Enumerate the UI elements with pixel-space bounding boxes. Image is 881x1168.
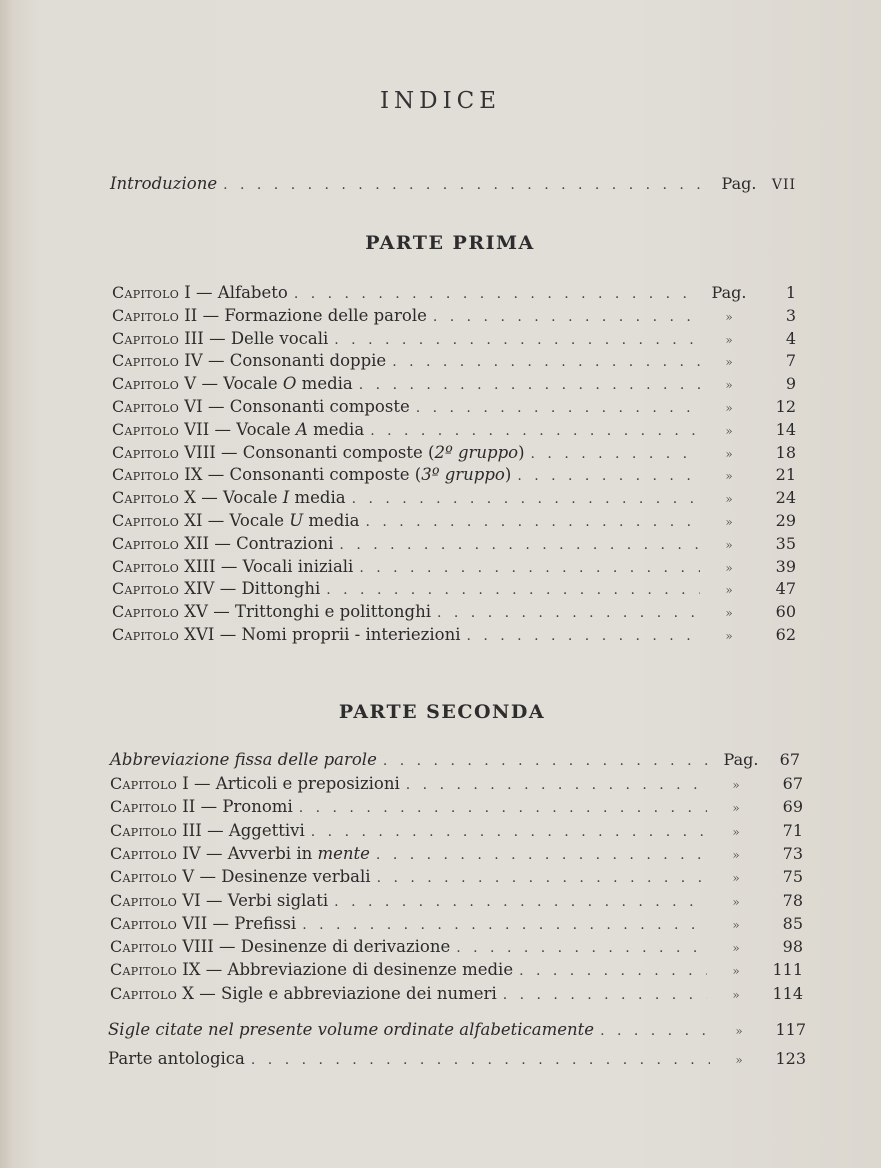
toc-chapter-row [112, 329, 796, 350]
chapter-word: Capitolo [112, 556, 180, 576]
chapter-title-end: media [307, 419, 365, 439]
page-number: 85 [782, 913, 803, 933]
chapter-word: Capitolo [110, 937, 178, 957]
ditto-mark: » [725, 469, 733, 484]
page-number: 47 [775, 579, 796, 599]
page-number: 3 [785, 305, 796, 325]
dot-leader [410, 398, 700, 418]
page-number: 35 [775, 533, 796, 553]
chapter-title: Verbi siglati [227, 890, 329, 910]
chapter-title: Pronomi [222, 797, 293, 817]
em-dash: — [207, 511, 225, 530]
toc-chapter-row [110, 960, 803, 981]
dot-leader [320, 580, 700, 600]
page-marker: Pag. [723, 750, 759, 769]
page-number: 29 [775, 511, 796, 530]
chapter-word: Capitolo [112, 305, 180, 325]
dot-leader [370, 845, 707, 865]
chapter-title: Avverbi in [227, 843, 318, 863]
page-number: 1 [785, 283, 796, 302]
chapter-title: Sigle e abbreviazione dei numeri [221, 983, 497, 1003]
toc-chapter-row [110, 821, 803, 842]
chapter-title: Prefissi [234, 913, 297, 933]
em-dash: — [205, 890, 223, 910]
page-number: 98 [782, 937, 803, 957]
dot-leader [346, 489, 700, 509]
ditto-mark: » [725, 560, 733, 575]
chapter-word: Capitolo [110, 867, 178, 887]
part-heading-seconda: PARTE SECONDA [338, 701, 546, 723]
dot-leader [328, 892, 707, 912]
ditto-mark: » [735, 1053, 743, 1067]
toc-chapter-row [112, 488, 796, 509]
chapter-number: XVI [184, 625, 215, 644]
dot-leader [359, 512, 700, 532]
em-dash: — [199, 867, 216, 887]
ditto-mark: » [725, 423, 733, 438]
chapter-title-italic: 3º gruppo [421, 465, 505, 485]
chapter-number: V [184, 374, 197, 394]
dot-leader [431, 603, 700, 623]
dot-leader [245, 1050, 710, 1070]
ditto-mark: » [732, 941, 740, 956]
entry-label: Introduzione [110, 174, 218, 193]
chapter-title: Consonanti composte ( [229, 465, 422, 485]
toc-chapter-row [112, 534, 796, 555]
page-number: 67 [779, 750, 800, 769]
chapter-number: XV [184, 602, 208, 622]
em-dash: — [194, 774, 211, 793]
em-dash: — [201, 488, 218, 508]
page-marker: Pag. [711, 283, 747, 302]
chapter-word: Capitolo [112, 442, 180, 462]
chapter-word: Capitolo [110, 960, 178, 980]
chapter-word: Capitolo [110, 890, 178, 910]
dot-leader [513, 961, 707, 981]
chapter-number: III [184, 328, 204, 348]
dot-leader [377, 751, 712, 771]
dot-leader [328, 330, 700, 350]
chapter-number: VIII [184, 442, 216, 462]
chapter-number: I [184, 283, 191, 302]
page-number: 69 [782, 797, 803, 817]
chapter-title-end: media [303, 511, 360, 530]
ditto-mark: » [732, 824, 740, 839]
page-number: 4 [785, 328, 796, 348]
page-number: 9 [785, 374, 796, 394]
chapter-title-end: media [296, 374, 353, 394]
page-number: 71 [782, 820, 803, 840]
ditto-mark: » [725, 401, 733, 415]
chapter-title-end: ) [504, 465, 512, 485]
toc-chapter-row [112, 465, 796, 486]
chapter-title: Consonanti composte [229, 397, 410, 416]
em-dash: — [214, 419, 231, 439]
page-number: 7 [785, 351, 796, 371]
toc-entry-abbreviazione-fissa [110, 750, 800, 771]
chapter-title: Trittonghi e polittonghi [234, 602, 431, 622]
toc-chapter-row [110, 984, 803, 1005]
ditto-mark: » [725, 378, 733, 393]
chapter-number: XIII [184, 556, 216, 576]
ditto-mark: » [732, 987, 740, 1002]
chapter-word: Capitolo [112, 579, 180, 599]
page-number: 18 [775, 442, 796, 462]
chapter-number: V [182, 867, 195, 887]
chapter-title-end: media [289, 488, 346, 508]
ditto-mark: » [732, 894, 740, 909]
chapter-title: Alfabeto [217, 283, 288, 302]
dot-leader [371, 868, 707, 888]
em-dash: — [207, 397, 225, 416]
chapter-title: Aggettivi [228, 820, 305, 840]
chapter-title-italic: U [289, 511, 304, 530]
ditto-mark: » [725, 515, 733, 529]
chapter-title: Formazione delle parole [224, 305, 427, 325]
em-dash: — [207, 351, 225, 371]
chapter-number: IX [184, 465, 203, 485]
dot-leader [217, 175, 710, 195]
chapter-number: IV [182, 843, 201, 863]
page-number: VII [771, 177, 796, 193]
chapter-title-italic: 2º gruppo [434, 442, 519, 462]
page-number: 123 [775, 1049, 806, 1068]
ditto-mark: » [725, 446, 733, 461]
toc-chapter-row [112, 557, 796, 578]
toc-chapter-row [112, 283, 796, 304]
toc-chapter-row [110, 914, 803, 935]
chapter-title: Contrazioni [236, 533, 334, 553]
toc-chapter-row [112, 306, 796, 327]
toc-chapter-row [112, 397, 796, 418]
chapter-title: Articoli e preposizioni [215, 774, 400, 793]
page-title: INDICE [379, 88, 502, 114]
dot-leader [427, 307, 700, 327]
ditto-mark: » [725, 309, 733, 324]
chapter-title: Dittonghi [241, 579, 321, 599]
chapter-number: X [184, 488, 197, 508]
dot-leader [594, 1021, 710, 1041]
chapter-number: VI [184, 397, 203, 416]
dot-leader [333, 535, 700, 555]
ditto-mark: » [732, 801, 740, 816]
page-number: 114 [772, 983, 803, 1003]
toc-chapter-row [112, 351, 796, 372]
ditto-mark: » [735, 1024, 743, 1038]
page-number: 111 [772, 960, 803, 980]
dot-leader [296, 915, 707, 935]
em-dash: — [221, 442, 238, 462]
page-number: 21 [775, 465, 796, 485]
ditto-mark: » [725, 606, 733, 621]
ditto-mark: » [725, 355, 733, 370]
chapter-number: IV [184, 351, 203, 371]
toc-chapter-row [112, 374, 796, 395]
page-number: 24 [775, 488, 796, 508]
dot-leader [288, 284, 700, 304]
page-number: 67 [782, 774, 803, 793]
dot-leader [386, 352, 700, 372]
toc-chapter-row [110, 937, 803, 958]
chapter-word: Capitolo [110, 843, 178, 863]
toc-chapter-row [112, 420, 796, 441]
chapter-title: Consonanti composte ( [242, 442, 435, 462]
page-number: 117 [775, 1020, 806, 1039]
chapter-word: Capitolo [110, 983, 178, 1003]
chapter-word: Capitolo [112, 488, 180, 508]
em-dash: — [202, 305, 220, 325]
em-dash: — [219, 625, 237, 644]
em-dash: — [212, 913, 229, 933]
ditto-mark: » [732, 778, 740, 792]
page-marker: Pag. [721, 174, 757, 193]
ditto-mark: » [725, 537, 733, 552]
chapter-word: Capitolo [110, 820, 178, 840]
chapter-word: Capitolo [112, 328, 180, 348]
chapter-number: II [184, 305, 198, 325]
dot-leader [497, 985, 707, 1005]
ditto-mark: » [732, 871, 740, 886]
toc-chapter-row [110, 774, 803, 795]
chapter-number: XIV [184, 579, 215, 599]
chapter-title: Vocale [223, 374, 283, 394]
chapter-title: Desinenze di derivazione [240, 937, 451, 957]
toc-chapter-row [110, 867, 803, 888]
page-number: 14 [775, 419, 796, 439]
chapter-number: IX [182, 960, 201, 980]
em-dash: — [219, 579, 237, 599]
entry-label: Sigle citate nel presente volume ordinate alfabeticamente [108, 1020, 595, 1039]
page-number: 78 [782, 890, 803, 910]
entry-label: Parte antologica [108, 1049, 245, 1068]
page-number: 62 [775, 625, 796, 644]
chapter-number: XII [184, 533, 210, 553]
em-dash: — [200, 797, 218, 817]
chapter-title-italic: O [282, 374, 297, 394]
chapter-number: III [182, 820, 202, 840]
chapter-word: Capitolo [110, 797, 178, 817]
toc-entry-introduction [110, 174, 796, 195]
dot-leader [525, 444, 700, 464]
ditto-mark: » [725, 332, 733, 347]
em-dash: — [220, 556, 238, 576]
toc-chapter-row [112, 511, 796, 532]
page-number: 73 [782, 843, 803, 863]
dot-leader [511, 466, 700, 486]
chapter-number: X [182, 983, 195, 1003]
chapter-number: II [182, 797, 196, 817]
chapter-title: Abbreviazione di desinenze medie [227, 960, 514, 980]
page-number: 60 [775, 602, 796, 622]
chapter-word: Capitolo [112, 351, 180, 371]
dot-leader [450, 938, 707, 958]
chapter-number: VI [182, 890, 201, 910]
chapter-word: Capitolo [112, 465, 180, 485]
chapter-title-end: ) [518, 442, 525, 462]
em-dash: — [199, 983, 216, 1003]
chapter-title-italic: A [295, 419, 308, 439]
ditto-mark: » [725, 629, 733, 643]
page-number: 75 [782, 867, 803, 887]
dot-leader [305, 822, 707, 842]
toc-chapter-row [110, 844, 803, 865]
page-number: 39 [775, 556, 796, 576]
toc-chapter-row [112, 579, 796, 600]
chapter-title: Consonanti doppie [229, 351, 387, 371]
dot-leader [353, 375, 700, 395]
ditto-mark: » [725, 583, 733, 598]
chapter-number: VII [182, 913, 208, 933]
chapter-title-italic: I [282, 488, 290, 508]
chapter-word: Capitolo [112, 511, 180, 530]
chapter-word: Capitolo [112, 374, 180, 394]
chapter-title: Vocali iniziali [242, 556, 354, 576]
part-heading-prima: PARTE PRIMA [365, 232, 535, 254]
chapter-title: Delle vocali [230, 328, 329, 348]
chapter-title: Vocale [229, 511, 290, 530]
chapter-word: Capitolo [112, 533, 180, 553]
chapter-word: Capitolo [112, 397, 180, 416]
em-dash: — [209, 328, 226, 348]
em-dash: — [205, 843, 223, 863]
chapter-title-italic: mente [317, 843, 370, 863]
toc-chapter-row [112, 443, 796, 464]
em-dash: — [205, 960, 223, 980]
chapter-word: Capitolo [110, 774, 178, 793]
chapter-title: Vocale [223, 488, 283, 508]
chapter-word: Capitolo [112, 625, 180, 644]
toc-chapter-row [112, 625, 796, 646]
em-dash: — [213, 602, 230, 622]
chapter-word: Capitolo [112, 602, 180, 622]
toc-chapter-row [112, 602, 796, 623]
dot-leader [460, 626, 700, 646]
em-dash: — [214, 533, 231, 553]
chapter-word: Capitolo [112, 419, 180, 439]
em-dash: — [219, 937, 236, 957]
em-dash: — [207, 820, 224, 840]
chapter-title: Nomi proprii - interiezioni [241, 625, 461, 644]
dot-leader [293, 798, 707, 818]
em-dash: — [201, 374, 218, 394]
entry-label: Abbreviazione fissa delle parole [110, 750, 377, 769]
ditto-mark: » [732, 847, 740, 862]
ditto-mark: » [732, 964, 740, 979]
chapter-title: Desinenze verbali [221, 867, 371, 887]
dot-leader [364, 421, 700, 441]
dot-leader [400, 775, 707, 795]
em-dash: — [207, 465, 225, 485]
dot-leader [353, 558, 700, 578]
chapter-number: VII [184, 419, 210, 439]
chapter-number: I [182, 774, 189, 793]
chapter-number: VIII [182, 937, 214, 957]
em-dash: — [196, 283, 213, 302]
chapter-title: Vocale [236, 419, 296, 439]
chapter-word: Capitolo [112, 283, 180, 302]
toc-entry-sigle [108, 1020, 806, 1041]
chapter-word: Capitolo [110, 913, 178, 933]
chapter-number: XI [184, 511, 203, 530]
ditto-mark: » [725, 492, 733, 507]
ditto-mark: » [732, 917, 740, 932]
toc-entry-parte-antologica [108, 1049, 806, 1070]
toc-chapter-row [110, 891, 803, 912]
page-number: 12 [775, 397, 796, 416]
toc-chapter-row [110, 797, 803, 818]
